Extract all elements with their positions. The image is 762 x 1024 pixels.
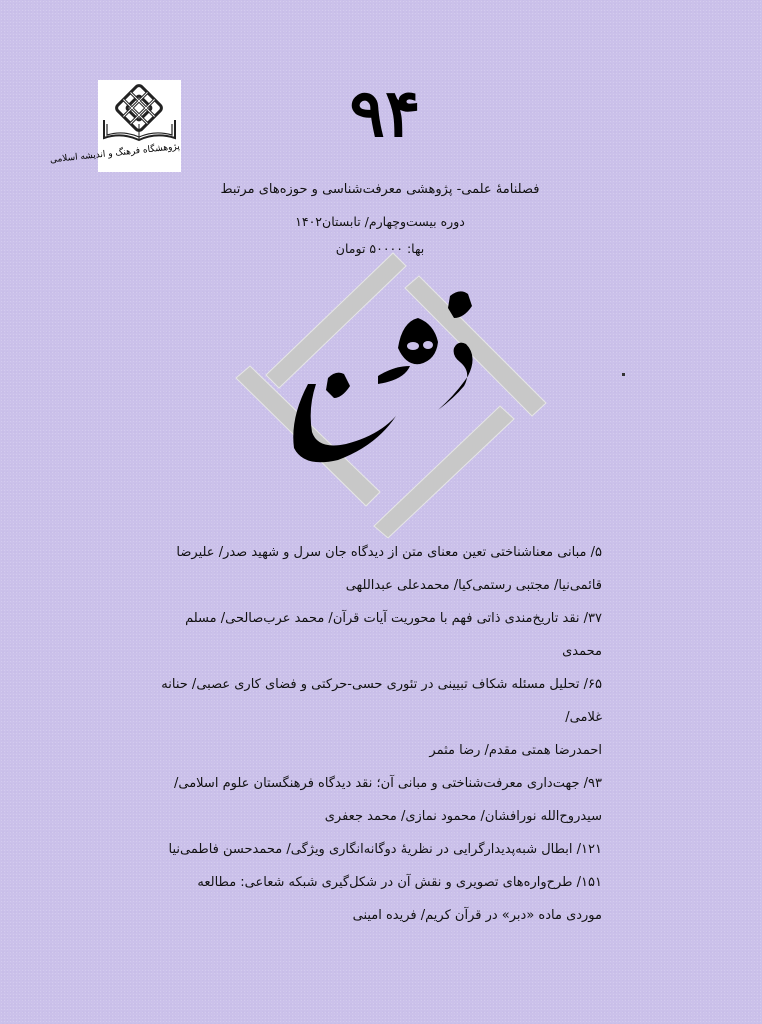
issue-number: ۹۴	[349, 74, 421, 152]
toc-entry-title-line: ۳۷/ نقد تاریخ‌مندی ذاتی فهم با محوریت آیات قرآن/ محمد عرب‌صالحی/ مسلم	[185, 611, 602, 626]
toc-entry[interactable]	[142, 767, 602, 833]
stray-dot	[622, 373, 625, 376]
toc-entry[interactable]	[142, 602, 602, 668]
publisher-name: پژوهشگاه فرهنگ و اندیشه اسلامی	[49, 141, 181, 166]
toc-entry-title-line: ۵/ مبانی معناشناختی تعین معنای متن از دیدگاه جان سرل و شهید صدر/ علیرضا	[176, 545, 602, 560]
toc-entry-authors-line: سیدروح‌الله نورافشان/ محمود نمازی/ محمد جعفری	[324, 809, 602, 824]
publisher-logo	[49, 80, 181, 172]
toc-entry-authors-line: احمدرضا همتی مقدم/ رضا مثمر	[429, 743, 602, 758]
title-calligraphy-zehn	[228, 248, 552, 538]
toc-entry-title-line: ۱۲۱/ ابطال شبه‌پدیدارگرایی در نظریهٔ دوگانه‌انگاری ویژگی/ محمدحسن فاطمی‌نیا	[168, 842, 602, 857]
toc-entry[interactable]	[142, 866, 602, 932]
journal-subtitle: فصلنامهٔ علمی- پژوهشی معرفت‌شناسی و حوزه‌های مرتبط	[220, 182, 540, 197]
toc-entry[interactable]	[142, 833, 602, 866]
journal-title-emblem	[228, 248, 552, 538]
toc-entry-authors-line: قائمی‌نیا/ مجتبی رستمی‌کیا/ محمدعلی عبداللهی	[345, 578, 602, 593]
toc-entry-authors-line: موردی ماده «دبر» در قرآن کریم/ فریده امینی	[352, 908, 602, 923]
table-of-contents	[142, 536, 602, 932]
toc-entry-title-line: ۱۵۱/ طرح‌واره‌های تصویری و نقش آن در شکل‌گیری شبکه شعاعی: مطالعه	[197, 875, 602, 890]
interlaced-knot-on-open-book-icon	[98, 80, 181, 150]
price-label: بها: ۵۰۰۰۰ تومان	[335, 241, 425, 256]
toc-entry-title-line: ۹۳/ جهت‌داری معرفت‌شناختی و مبانی آن؛ نقد دیدگاه فرهنگستان علوم اسلامی/	[174, 776, 602, 791]
toc-entry-authors-line: غلامی/	[565, 710, 602, 725]
toc-entry-title-line: ۶۵/ تحلیل مسئله شکاف تبیینی در تئوری حسی-حرکتی و فضای کاری عصبی/ حنانه	[161, 677, 602, 692]
toc-entry[interactable]	[142, 668, 602, 767]
toc-entry[interactable]	[142, 536, 602, 602]
toc-entry-authors-line: محمدی	[562, 644, 602, 659]
volume-line: دوره بیست‌وچهارم/ تابستان۱۴۰۲	[295, 214, 465, 229]
